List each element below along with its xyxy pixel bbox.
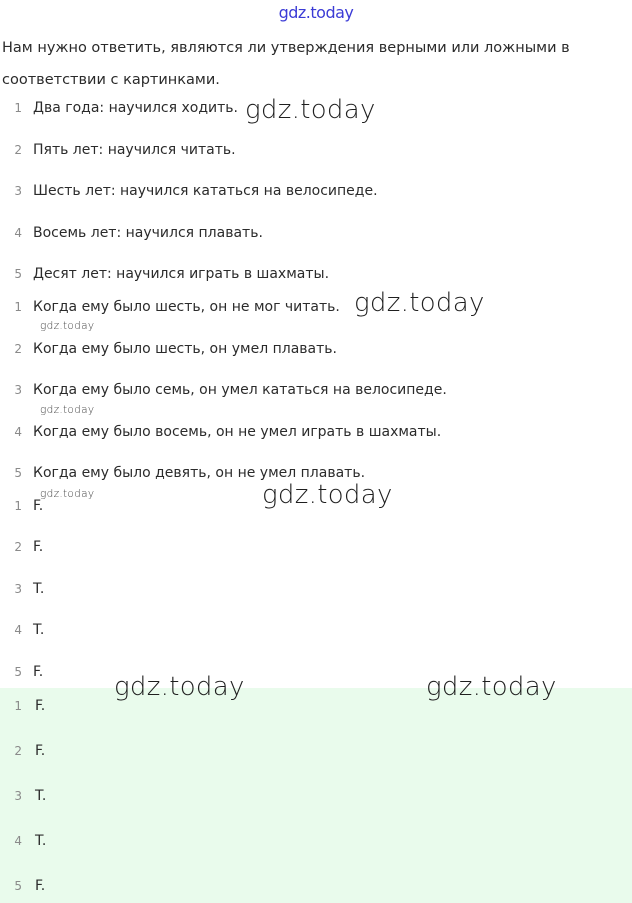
list-item-number: 2: [14, 540, 22, 554]
list-item-text: Когда ему было шесть, он умел плавать.: [33, 341, 337, 357]
list-item: [0, 578, 44, 600]
list-item-number: 4: [14, 425, 22, 439]
list-item-text: Когда ему было девять, он не умел плавать.: [33, 465, 366, 481]
list-item: [0, 421, 441, 443]
intro-text: Нам нужно ответить, являются ли утверждения верными или ложными в соответствии с картинками.: [2, 40, 570, 88]
list-item-number: 2: [14, 143, 22, 157]
list-item-number: 4: [14, 623, 22, 637]
list-item-number: 2: [14, 744, 22, 758]
list-item-text: Когда ему было шесть, он не мог читать.: [33, 299, 340, 315]
list-item-number: 3: [14, 184, 22, 198]
list-item: [0, 785, 46, 807]
list-item-number: 3: [14, 582, 22, 596]
answer-text: F.: [33, 498, 44, 514]
list-item-text: Два года: научился ходить.: [33, 100, 238, 116]
list-item-number: 1: [14, 499, 22, 513]
watermark: gdz.today: [262, 480, 393, 510]
list-item: [0, 619, 44, 641]
watermark: gdz.today: [40, 488, 95, 500]
answer-text: T.: [33, 581, 45, 597]
list-item: [0, 875, 45, 897]
list-item-number: 3: [14, 383, 22, 397]
site-logo[interactable]: gdz.today: [278, 3, 354, 22]
list-item-number: 5: [14, 267, 22, 281]
list-item: [0, 661, 43, 683]
list-item: [0, 180, 378, 202]
watermark: gdz.today: [40, 320, 95, 332]
answer-text: F.: [33, 539, 44, 555]
watermark: gdz.today: [40, 404, 95, 416]
list-item-number: 1: [14, 300, 22, 314]
list-item-text: Восемь лет: научился плавать.: [33, 225, 263, 241]
list-item: [0, 740, 45, 762]
list-item: [0, 536, 43, 558]
list-item: [0, 139, 236, 161]
list-item-text: Когда ему было семь, он умел кататься на велосипеде.: [33, 382, 447, 398]
list-item-number: 5: [14, 665, 22, 679]
list-item-number: 4: [14, 834, 22, 848]
list-item-number: 1: [14, 101, 22, 115]
list-item: [0, 338, 337, 360]
answer-block: [0, 688, 632, 903]
list-item: [0, 495, 43, 517]
watermark: gdz.today: [354, 288, 485, 318]
watermark: gdz.today: [426, 672, 557, 702]
list-item-text: Десят лет: научился играть в шахматы.: [33, 266, 330, 282]
list-item-number: 3: [14, 789, 22, 803]
watermark: gdz.today: [114, 672, 245, 702]
list-item-text: Пять лет: научился читать.: [33, 142, 236, 158]
answer-text: T.: [35, 833, 47, 849]
answer-text: T.: [33, 622, 45, 638]
list-item-number: 5: [14, 879, 22, 893]
list-item: [0, 379, 447, 401]
answer-text: T.: [35, 788, 47, 804]
answer-text: F.: [35, 878, 46, 894]
list-item: [0, 263, 329, 285]
answer-text: F.: [33, 664, 44, 680]
list-item: [0, 830, 46, 852]
list-item-number: 2: [14, 342, 22, 356]
list-item: [0, 695, 45, 717]
list-item-number: 4: [14, 226, 22, 240]
list-item: [0, 296, 340, 318]
list-item-text: Когда ему было восемь, он не умел играть в шахматы.: [33, 424, 442, 440]
list-item-text: Шесть лет: научился кататься на велосипеде.: [33, 183, 378, 199]
list-item: [0, 222, 263, 244]
list-item-number: 5: [14, 466, 22, 480]
list-item: [0, 97, 238, 119]
answer-text: F.: [35, 743, 46, 759]
answer-text: F.: [35, 698, 46, 714]
watermark: gdz.today: [245, 95, 376, 125]
list-item-number: 1: [14, 699, 22, 713]
